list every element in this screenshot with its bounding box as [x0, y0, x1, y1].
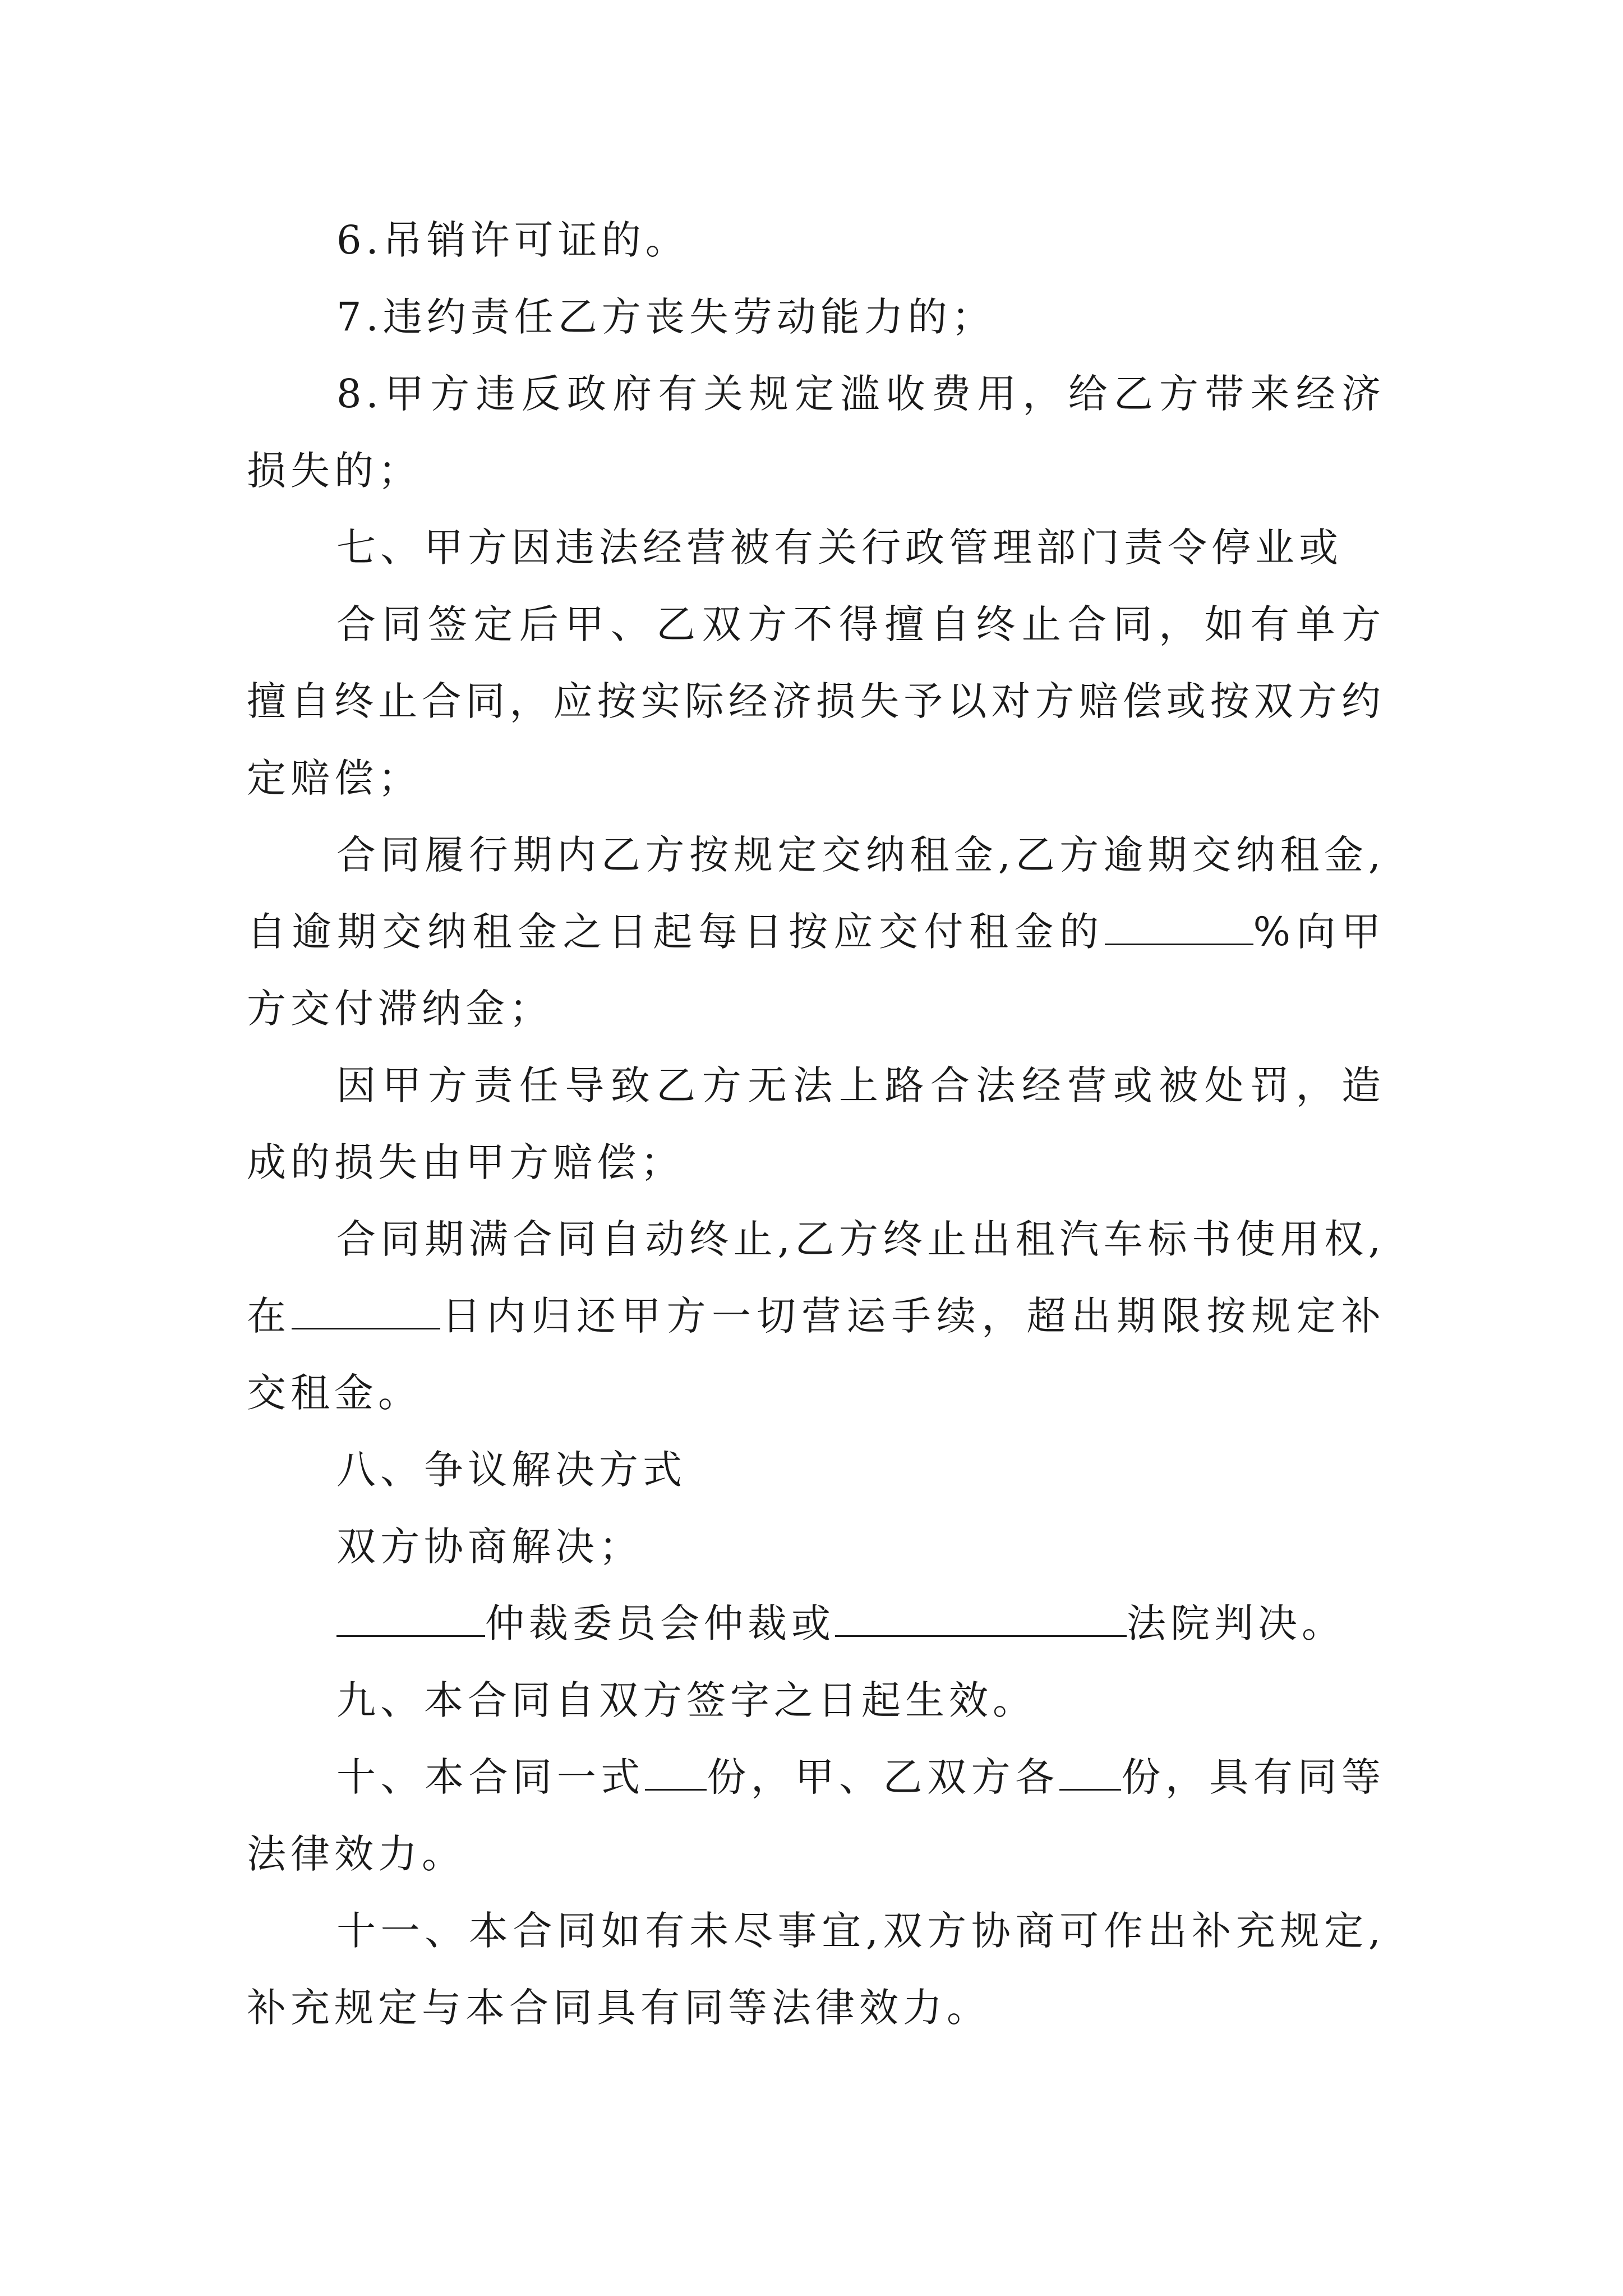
- arbitration-committee-blank: [336, 1602, 485, 1637]
- copies-text-a: 十、本合同一式: [336, 1754, 645, 1800]
- total-copies-blank: [645, 1755, 707, 1791]
- expiry-paragraph: [247, 1201, 1385, 1432]
- termination-paragraph: 合同签定后甲、乙双方不得擅自终止合同，如有单方擅自终止合同，应按实际经济损失予以对方赔偿或按双方约定赔偿；: [247, 601, 1385, 801]
- section-9: 九、本合同自双方签字之日起生效。: [336, 1677, 1036, 1723]
- dispute-text-b: 法院判决。: [1127, 1600, 1345, 1646]
- court-name-blank: [835, 1602, 1127, 1637]
- expiry-text-b: 日内归还甲方一切营运手续，超出期限按规定补交租金。: [247, 1293, 1386, 1416]
- section-8-heading: 八、争议解决方式: [336, 1447, 686, 1493]
- clause-6: 6.吊销许可证的。: [336, 217, 689, 263]
- clause-8: 8.甲方违反政府有关规定滥收费用，给乙方带来经济损失的；: [247, 371, 1385, 494]
- copies-text-b: 份，甲、乙双方各: [706, 1754, 1059, 1800]
- contract-body: [247, 202, 1385, 2046]
- section-7-heading: 七、甲方因违法经营被有关行政管理部门责令停业或: [336, 524, 1343, 570]
- section-10: [247, 1739, 1385, 1893]
- clause-7: 7.违约责任乙方丧失劳动能力的；: [336, 294, 995, 340]
- dispute-text-a: 仲裁委员会仲裁或: [485, 1600, 835, 1646]
- dispute-option-2: [247, 1585, 1385, 1662]
- late-fee-text-b: %向甲方交付滞纳金；: [247, 909, 1386, 1032]
- late-fee-paragraph: [247, 817, 1385, 1047]
- dispute-option-1: 双方协商解决；: [336, 1524, 643, 1570]
- return-days-blank: [292, 1294, 440, 1329]
- expiry-text-a: 合同期满合同自动终止,乙方终止出租汽车标书使用权,在: [247, 1216, 1385, 1339]
- section-11: 十一、本合同如有未尽事宜,双方协商可作出补充规定,补充规定与本合同具有同等法律效力。: [247, 1908, 1385, 2031]
- compensation-paragraph: 因甲方责任导致乙方无法上路合法经营或被处罚，造成的损失由甲方赔偿；: [247, 1062, 1385, 1185]
- late-fee-text-a: 合同履行期内乙方按规定交纳租金,乙方逾期交纳租金,自逾期交纳租金之日起每日按应交付租金的: [247, 832, 1385, 955]
- copies-text-c: 份，具有同等法律效力。: [247, 1754, 1386, 1877]
- late-fee-percent-blank: [1105, 910, 1253, 945]
- each-party-copies-blank: [1059, 1755, 1121, 1791]
